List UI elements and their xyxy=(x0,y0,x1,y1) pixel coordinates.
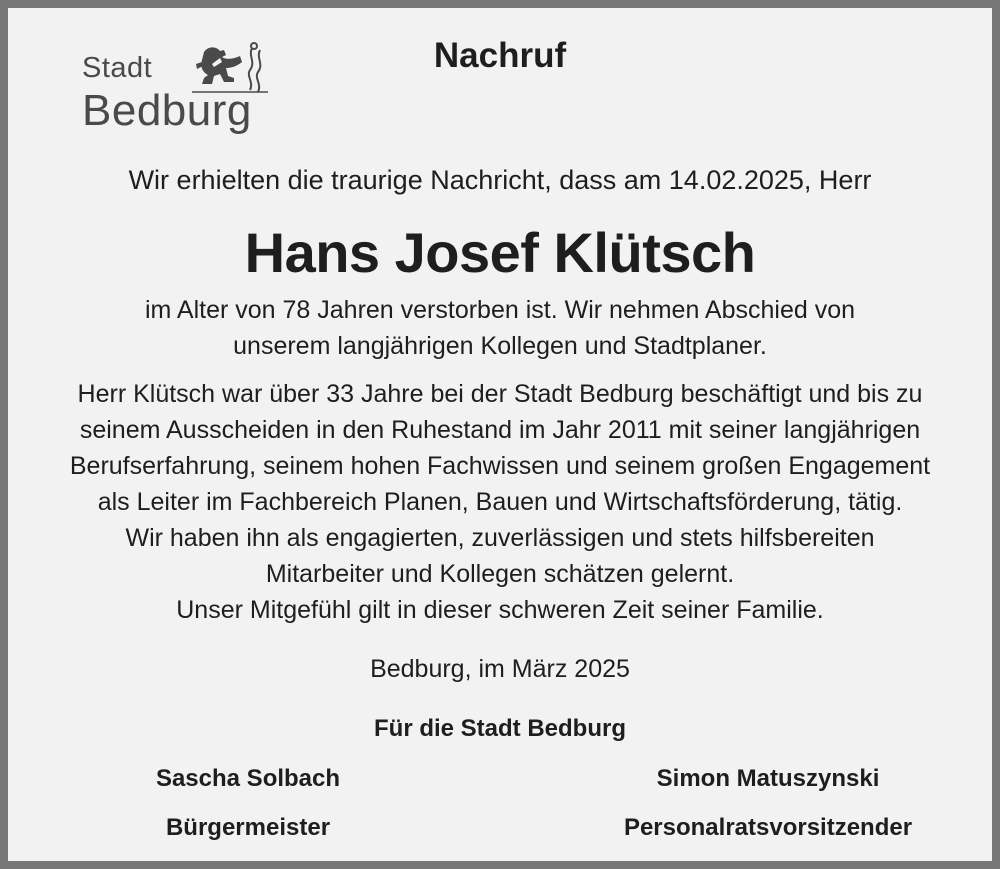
logo-text-bedburg: Bedburg xyxy=(82,86,252,135)
paragraph-2 xyxy=(0,376,1000,628)
intro-text: Wir erhielten die traurige Nachricht, dass am 14.02.2025, Herr xyxy=(128,165,872,195)
paragraph-line: unserem langjährigen Kollegen und Stadtplaner. xyxy=(233,332,767,360)
logo-text-stadt: Stadt xyxy=(82,52,153,84)
paragraph-line: Unser Mitgefühl gilt in dieser schweren Zeit seiner Familie. xyxy=(176,596,824,624)
signatory-name-mayor: Sascha Solbach xyxy=(155,765,341,792)
deceased-name: Hans Josef Klütsch xyxy=(244,221,756,284)
place-date: Bedburg, im März 2025 xyxy=(370,655,630,683)
signatory-title-mayor: Bürgermeister xyxy=(165,814,331,841)
signatory-title-council-chair: Personalratsvorsitzender xyxy=(623,814,913,841)
signatory-name-council-chair: Simon Matuszynski xyxy=(656,765,880,792)
paragraph-line: im Alter von 78 Jahren verstorben ist. Wir nehmen Abschied von xyxy=(144,296,856,324)
paragraph-line: als Leiter im Fachbereich Planen, Bauen und Wirtschaftsförderung, tätig. xyxy=(97,488,903,516)
page-title: Nachruf xyxy=(433,36,567,75)
paragraph-line: Herr Klütsch war über 33 Jahre bei der Stadt Bedburg beschäftigt und bis zu xyxy=(77,380,923,408)
for-city-label: Für die Stadt Bedburg xyxy=(374,715,626,742)
paragraph-line: Wir haben ihn als engagierten, zuverlässigen und stets hilfsbereiten xyxy=(125,524,875,552)
paragraph-line: Mitarbeiter und Kollegen schätzen gelernt. xyxy=(265,560,735,588)
paragraph-line: Berufserfahrung, seinem hohen Fachwissen und seinem großen Engagement xyxy=(69,452,931,480)
paragraph-line: seinem Ausscheiden in den Ruhestand im Jahr 2011 mit seiner langjährigen xyxy=(79,416,921,444)
paragraph-1 xyxy=(0,292,1000,364)
